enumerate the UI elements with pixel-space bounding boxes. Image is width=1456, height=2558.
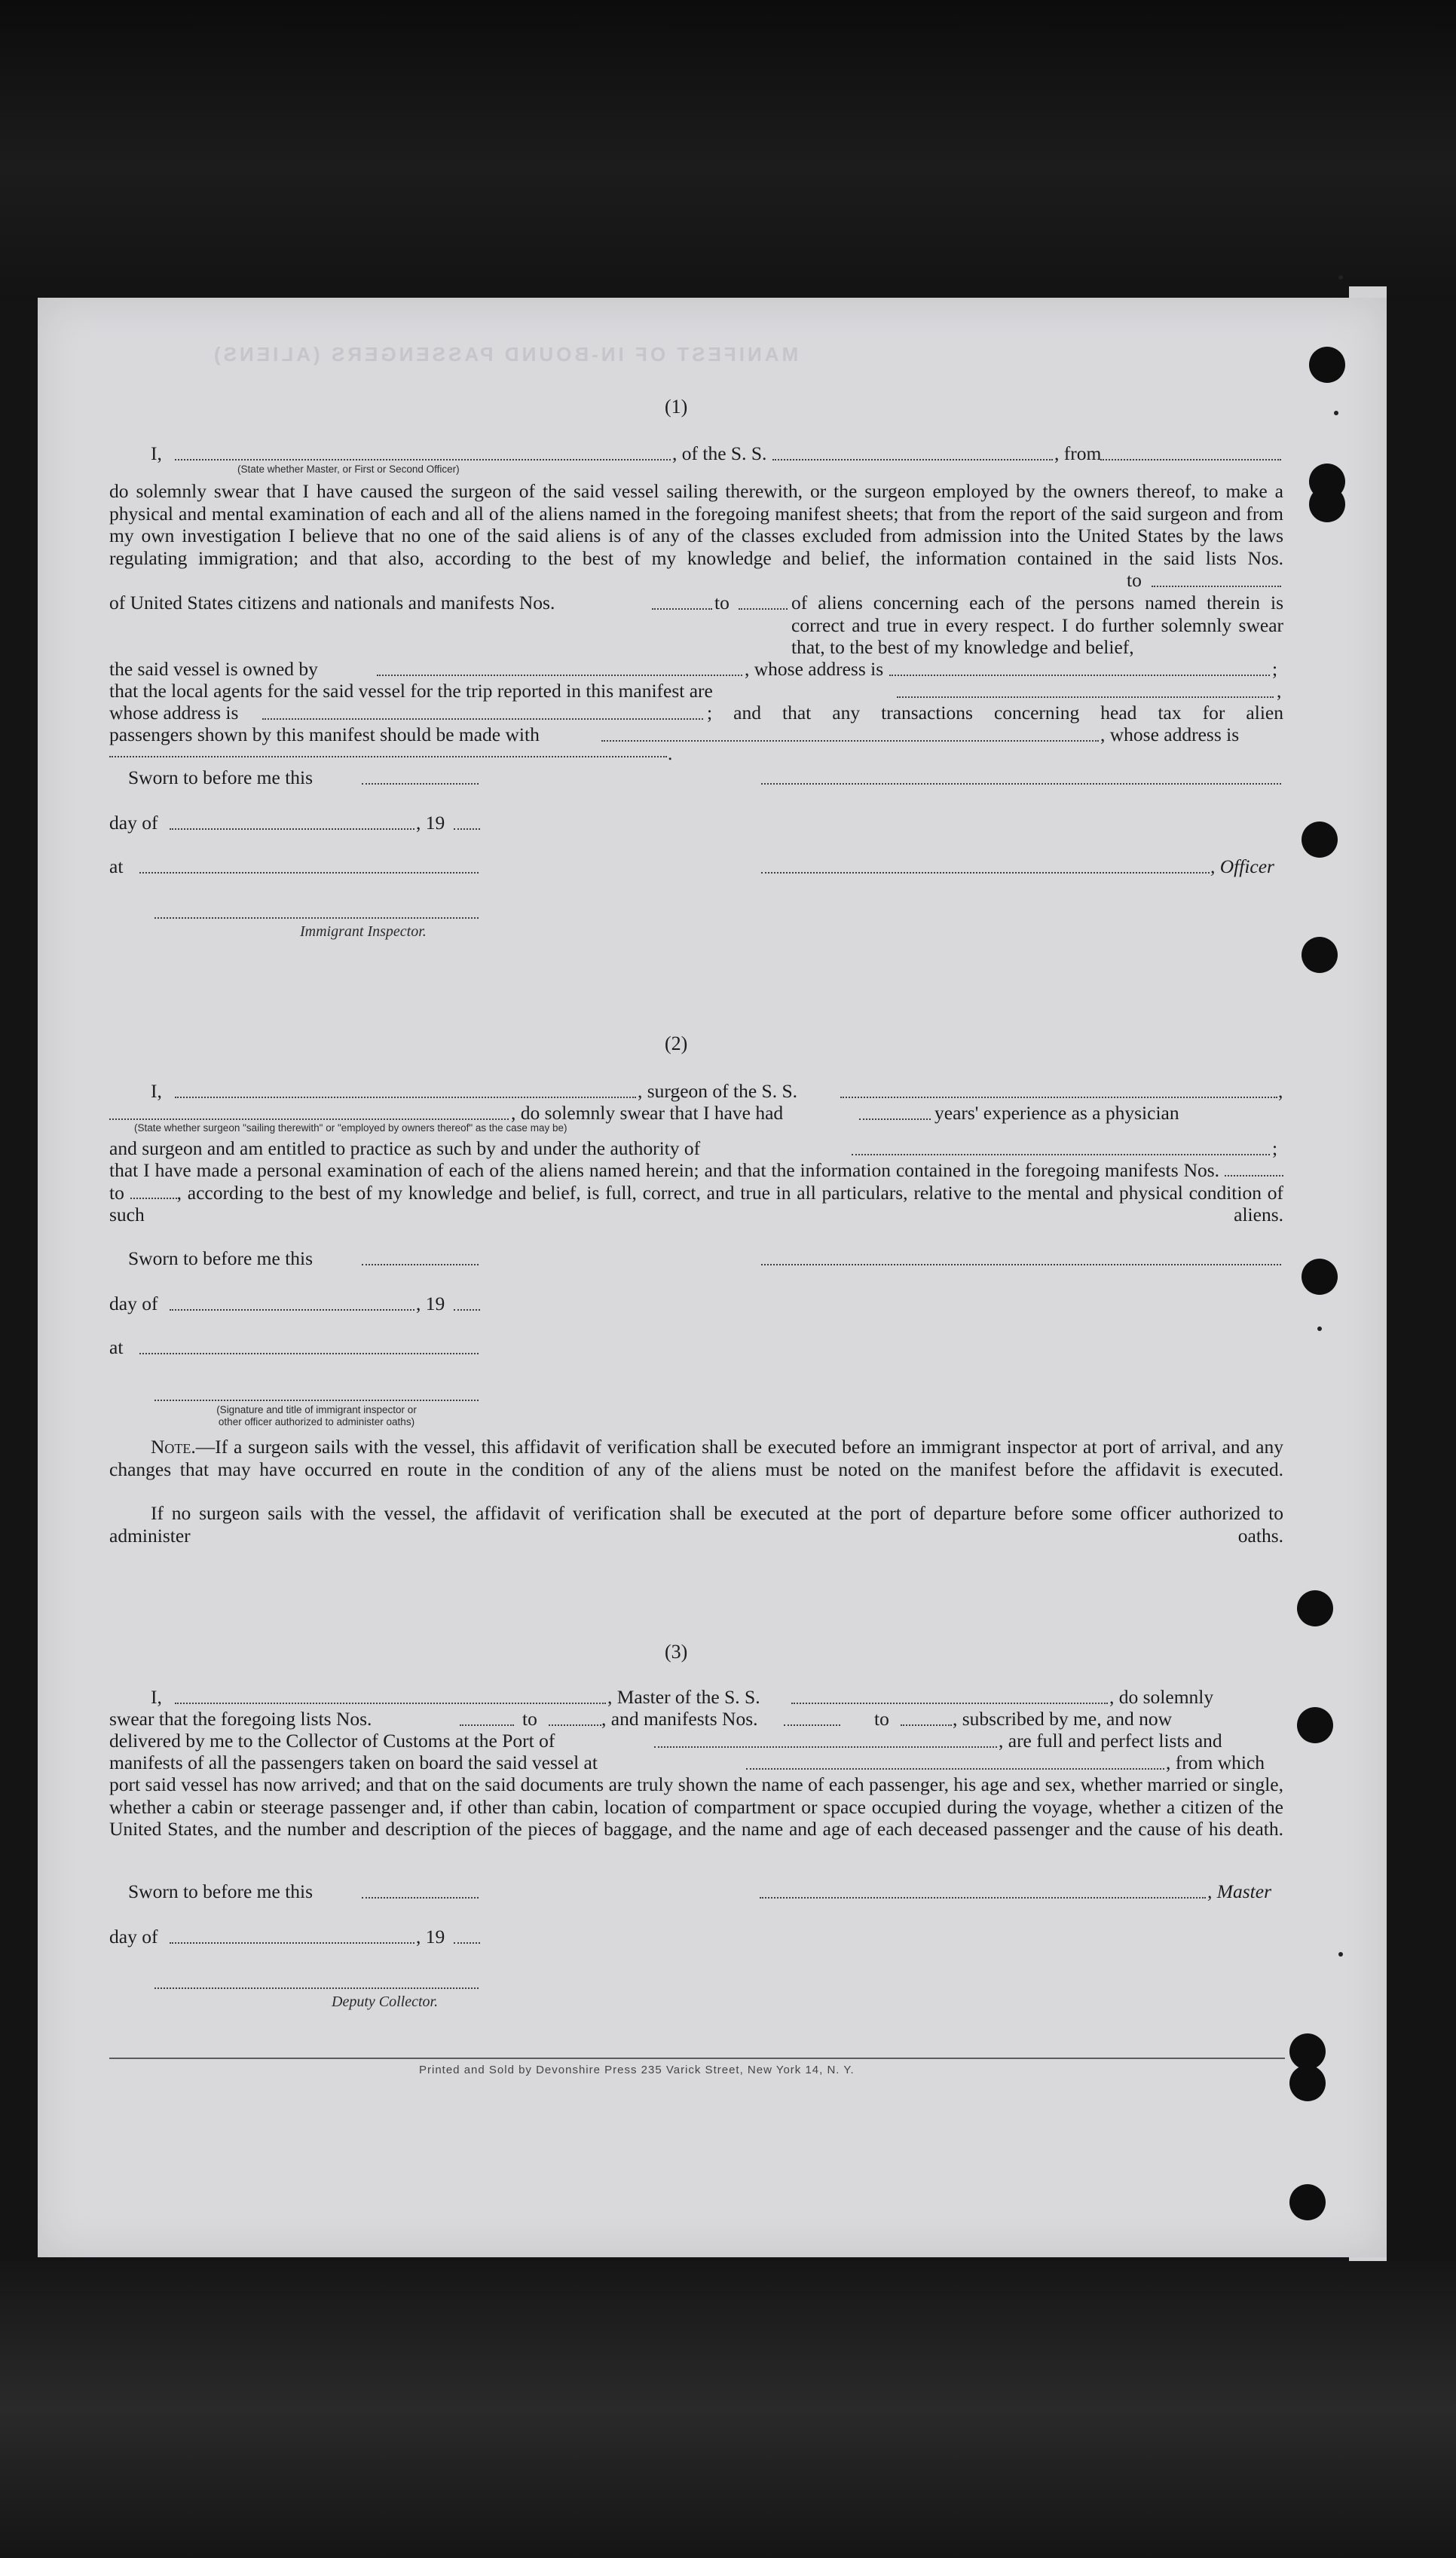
scan-speck bbox=[1338, 1952, 1343, 1957]
section-2-swear: , do solemnly swear that I have had bbox=[511, 1102, 784, 1124]
section-2-line-1-end: , bbox=[1278, 1080, 1283, 1102]
footer-rule bbox=[109, 2058, 1285, 2059]
section-2-number: (2) bbox=[665, 1033, 688, 1054]
section-3-paragraph: port said vessel has now arrived; and that on the said documents are truly shown the name of each passenger, his age and sex, whether married or single, whether a cabin or steerage passenger and, if other than cabin, location of compartment or space occupied during the voyage, whether a citizen of the United States, and the number and description of the pieces of baggage, and the name and age of each deceased passenger and the cause of his death. bbox=[109, 1773, 1283, 1840]
port-field[interactable] bbox=[654, 1746, 997, 1748]
punch-hole bbox=[1309, 486, 1345, 522]
punch-hole bbox=[1289, 2184, 1326, 2220]
master-list-no-field[interactable] bbox=[460, 1724, 514, 1726]
surgeon-manifest-no-field[interactable] bbox=[1225, 1175, 1283, 1176]
section-3-perfect-lists: , are full and perfect lists and bbox=[999, 1730, 1222, 1752]
section-1-day-of: day of bbox=[109, 812, 158, 834]
master-vessel-field[interactable] bbox=[791, 1703, 1108, 1704]
section-1-line-1-prefix: I, bbox=[151, 442, 162, 464]
master-sworn-date-field[interactable] bbox=[362, 1897, 479, 1899]
punch-hole bbox=[1309, 347, 1345, 383]
section-3-subscribed: , subscribed by me, and now bbox=[953, 1708, 1173, 1730]
section-2-line-1-mid: , surgeon of the S. S. bbox=[638, 1080, 798, 1102]
section-2-note: Note.—If a surgeon sails with the vessel, this affidavit of verification shall be executed before an immigrant inspector at port of arrival, and any changes that may have occurred en route in the condition of any of the aliens must be noted on the manifest before the affidavit is executed. bbox=[109, 1436, 1283, 1480]
section-2-sig-caption: (Signature and title of immigrant inspector or other officer authorized to administer oaths) bbox=[216, 1404, 417, 1427]
section-3-line-1-prefix: I, bbox=[151, 1686, 162, 1708]
section-2-years: years' experience as a physician bbox=[934, 1102, 1179, 1124]
section-1-semicolon: ; bbox=[1272, 658, 1278, 680]
section-2-day-of: day of bbox=[109, 1293, 158, 1314]
officer-signature-field[interactable] bbox=[761, 783, 1281, 785]
section-1-year: , 19 bbox=[416, 812, 445, 834]
master-year-field[interactable] bbox=[454, 1942, 480, 1944]
punch-hole bbox=[1302, 822, 1338, 858]
section-1-whose-address-3: , whose address is bbox=[1100, 724, 1240, 745]
vessel-field[interactable] bbox=[772, 459, 1053, 461]
inspector-2-signature-field[interactable] bbox=[154, 1400, 479, 1401]
section-2-year: , 19 bbox=[416, 1293, 445, 1314]
section-1-manifests-to: to bbox=[714, 592, 730, 613]
section-3-sworn: Sworn to before me this bbox=[128, 1880, 314, 1902]
bleed-through-text: MANIFEST OF IN-BOUND PASSENGERS (ALIENS) bbox=[211, 343, 799, 366]
section-1-at: at bbox=[109, 855, 124, 877]
section-2-sworn: Sworn to before me this bbox=[128, 1247, 314, 1269]
section-3-number: (3) bbox=[665, 1641, 688, 1663]
surgeon-day-of-field[interactable] bbox=[170, 1309, 414, 1311]
list-no-to-field[interactable] bbox=[1152, 586, 1281, 587]
surgeon-at-field[interactable] bbox=[139, 1353, 479, 1354]
document-sheet bbox=[38, 298, 1387, 2257]
surgeon-sworn-date-field[interactable] bbox=[362, 1264, 479, 1265]
surgeon-signature-field[interactable] bbox=[761, 1264, 1281, 1265]
section-3-manifests-of: manifests of all the passengers taken on board the said vessel at bbox=[109, 1752, 598, 1773]
section-1-owned-by: the said vessel is owned by bbox=[109, 658, 318, 680]
section-3-year: , 19 bbox=[416, 1926, 445, 1948]
surgeon-name-field[interactable] bbox=[175, 1097, 636, 1098]
years-experience-field[interactable] bbox=[859, 1118, 931, 1120]
section-3-from-which: , from which bbox=[1166, 1752, 1265, 1773]
officer-title-field[interactable] bbox=[761, 872, 1210, 874]
section-3-manifests-to: to bbox=[874, 1708, 889, 1730]
section-2-caption: (State whether surgeon "sailing therewith" or "employed by owners thereof" as the case may be) bbox=[134, 1122, 567, 1134]
section-2-note-2: If no surgeon sails with the vessel, the affidavit of verification shall be executed at the port of departure before some officer authorized to administer oaths. bbox=[109, 1502, 1283, 1547]
punch-hole bbox=[1302, 937, 1338, 973]
head-tax-contact-field[interactable] bbox=[601, 740, 1099, 742]
scan-speck bbox=[1338, 275, 1343, 280]
section-1-number: (1) bbox=[665, 396, 688, 418]
section-3-line-1-end: , do solemnly bbox=[1109, 1686, 1214, 1708]
section-1-whose-address-2: whose address is bbox=[109, 702, 239, 724]
authority-field[interactable] bbox=[852, 1154, 1270, 1155]
boarding-port-field[interactable] bbox=[746, 1768, 1164, 1770]
collector-signature-field[interactable] bbox=[154, 1987, 479, 1989]
section-1-agents: that the local agents for the said vessel for the trip reported in this manifest are bbox=[109, 680, 713, 702]
surgeon-vessel-field[interactable] bbox=[840, 1097, 1277, 1098]
section-1-inspector-title: Immigrant Inspector. bbox=[300, 923, 427, 940]
section-1-aliens-text: of aliens concerning each of the persons named therein is correct and true in every respect. I do further solemnly swear that, to the best of my knowledge and belief, bbox=[791, 592, 1283, 658]
section-3-collector-title: Deputy Collector. bbox=[332, 1993, 439, 2010]
master-manifest-no-to-field[interactable] bbox=[901, 1724, 952, 1726]
scan-speck bbox=[1317, 1326, 1322, 1331]
section-1-manifests: of United States citizens and nationals and manifests Nos. bbox=[109, 592, 555, 613]
master-list-no-to-field[interactable] bbox=[549, 1724, 601, 1726]
section-1-caption: (State whether Master, or First or Second Officer) bbox=[237, 464, 460, 475]
section-1-sworn: Sworn to before me this bbox=[128, 766, 314, 788]
sworn-date-field[interactable] bbox=[362, 783, 479, 785]
surgeon-year-field[interactable] bbox=[454, 1309, 480, 1311]
section-1-whose-address: , whose address is bbox=[745, 658, 884, 680]
punch-hole bbox=[1297, 1707, 1333, 1743]
punch-hole bbox=[1289, 2033, 1326, 2070]
section-2-paragraph: that I have made a personal examination of each of the aliens named herein; and that the information contained in the foregoing manifests Nos. to , according to the best of my knowledge and belief, is full, correct, and true in all particulars, relative to the mental and physical condition of such aliens. bbox=[109, 1159, 1283, 1225]
from-field[interactable] bbox=[1100, 459, 1281, 461]
section-2-line-1-prefix: I, bbox=[151, 1080, 162, 1102]
punch-hole bbox=[1297, 1590, 1333, 1626]
at-field[interactable] bbox=[139, 872, 479, 874]
section-2-at: at bbox=[109, 1336, 124, 1358]
owner-field[interactable] bbox=[377, 675, 742, 676]
agents-address-field[interactable] bbox=[262, 718, 703, 720]
punch-hole bbox=[1289, 2065, 1326, 2101]
manifest-no-to-field[interactable] bbox=[739, 608, 788, 610]
section-2-authority: and surgeon and am entitled to practice as such by and under the authority of bbox=[109, 1137, 701, 1159]
section-3-line-1-mid: , Master of the S. S. bbox=[607, 1686, 760, 1708]
section-1-line-1-mid: , of the S. S. bbox=[672, 442, 767, 464]
surgeon-type-field[interactable] bbox=[109, 1118, 509, 1120]
section-1-period: . bbox=[668, 742, 673, 764]
scan-speck bbox=[1334, 411, 1338, 415]
day-of-field[interactable] bbox=[170, 828, 414, 830]
year-field[interactable] bbox=[454, 828, 480, 830]
surgeon-manifest-no-to-field[interactable] bbox=[130, 1198, 177, 1199]
section-3-lists: swear that the foregoing lists Nos. bbox=[109, 1708, 372, 1730]
section-1-line-1-end: , from bbox=[1054, 442, 1102, 464]
name-field[interactable] bbox=[175, 459, 671, 461]
master-day-of-field[interactable] bbox=[170, 1942, 414, 1944]
section-1-comma: , bbox=[1277, 680, 1282, 702]
section-1-paragraph: do solemnly swear that I have caused the surgeon of the said vessel sailing therewith, or the surgeon employed by the owners thereof, to make a physical and mental examination of each and all of the aliens named in the foregoing manifest sheets; that from the report of the said surgeon and from my own investigation I believe that no one of the said aliens is of any of the classes excluded from admission into the United States by the laws regulating immigration; and that also, according to the best of my knowledge and belief, the information contained in the said lists Nos. bbox=[109, 480, 1283, 569]
master-manifest-no-field[interactable] bbox=[784, 1724, 840, 1726]
section-1-passengers: passengers shown by this manifest should be made with bbox=[109, 724, 540, 745]
section-1-head-tax: ; and that any transactions concerning head tax for alien bbox=[707, 702, 1283, 724]
section-3-day-of: day of bbox=[109, 1926, 158, 1948]
section-3-lists-to: to bbox=[522, 1708, 537, 1730]
section-1-list-to: to bbox=[1127, 569, 1142, 591]
master-signature-field[interactable] bbox=[760, 1897, 1206, 1899]
agents-field[interactable] bbox=[897, 696, 1274, 698]
section-3-delivered: delivered by me to the Collector of Customs at the Port of bbox=[109, 1730, 555, 1752]
inspector-signature-field[interactable] bbox=[154, 917, 479, 919]
head-tax-address-field[interactable] bbox=[109, 756, 667, 757]
owner-address-field[interactable] bbox=[889, 675, 1270, 676]
printer-footer: Printed and Sold by Devonshire Press 235 Varick Street, New York 14, N. Y. bbox=[419, 2064, 855, 2076]
master-name-field[interactable] bbox=[175, 1703, 606, 1704]
punch-hole bbox=[1302, 1259, 1338, 1295]
section-2-semicolon: ; bbox=[1272, 1137, 1278, 1159]
scan-background-top bbox=[0, 0, 1456, 301]
scan-background-bottom bbox=[0, 2261, 1456, 2558]
section-3-master: , Master bbox=[1207, 1880, 1271, 1902]
section-1-officer: , Officer bbox=[1210, 855, 1274, 877]
section-3-manifests: , and manifests Nos. bbox=[601, 1708, 758, 1730]
manifest-no-field[interactable] bbox=[652, 608, 712, 610]
